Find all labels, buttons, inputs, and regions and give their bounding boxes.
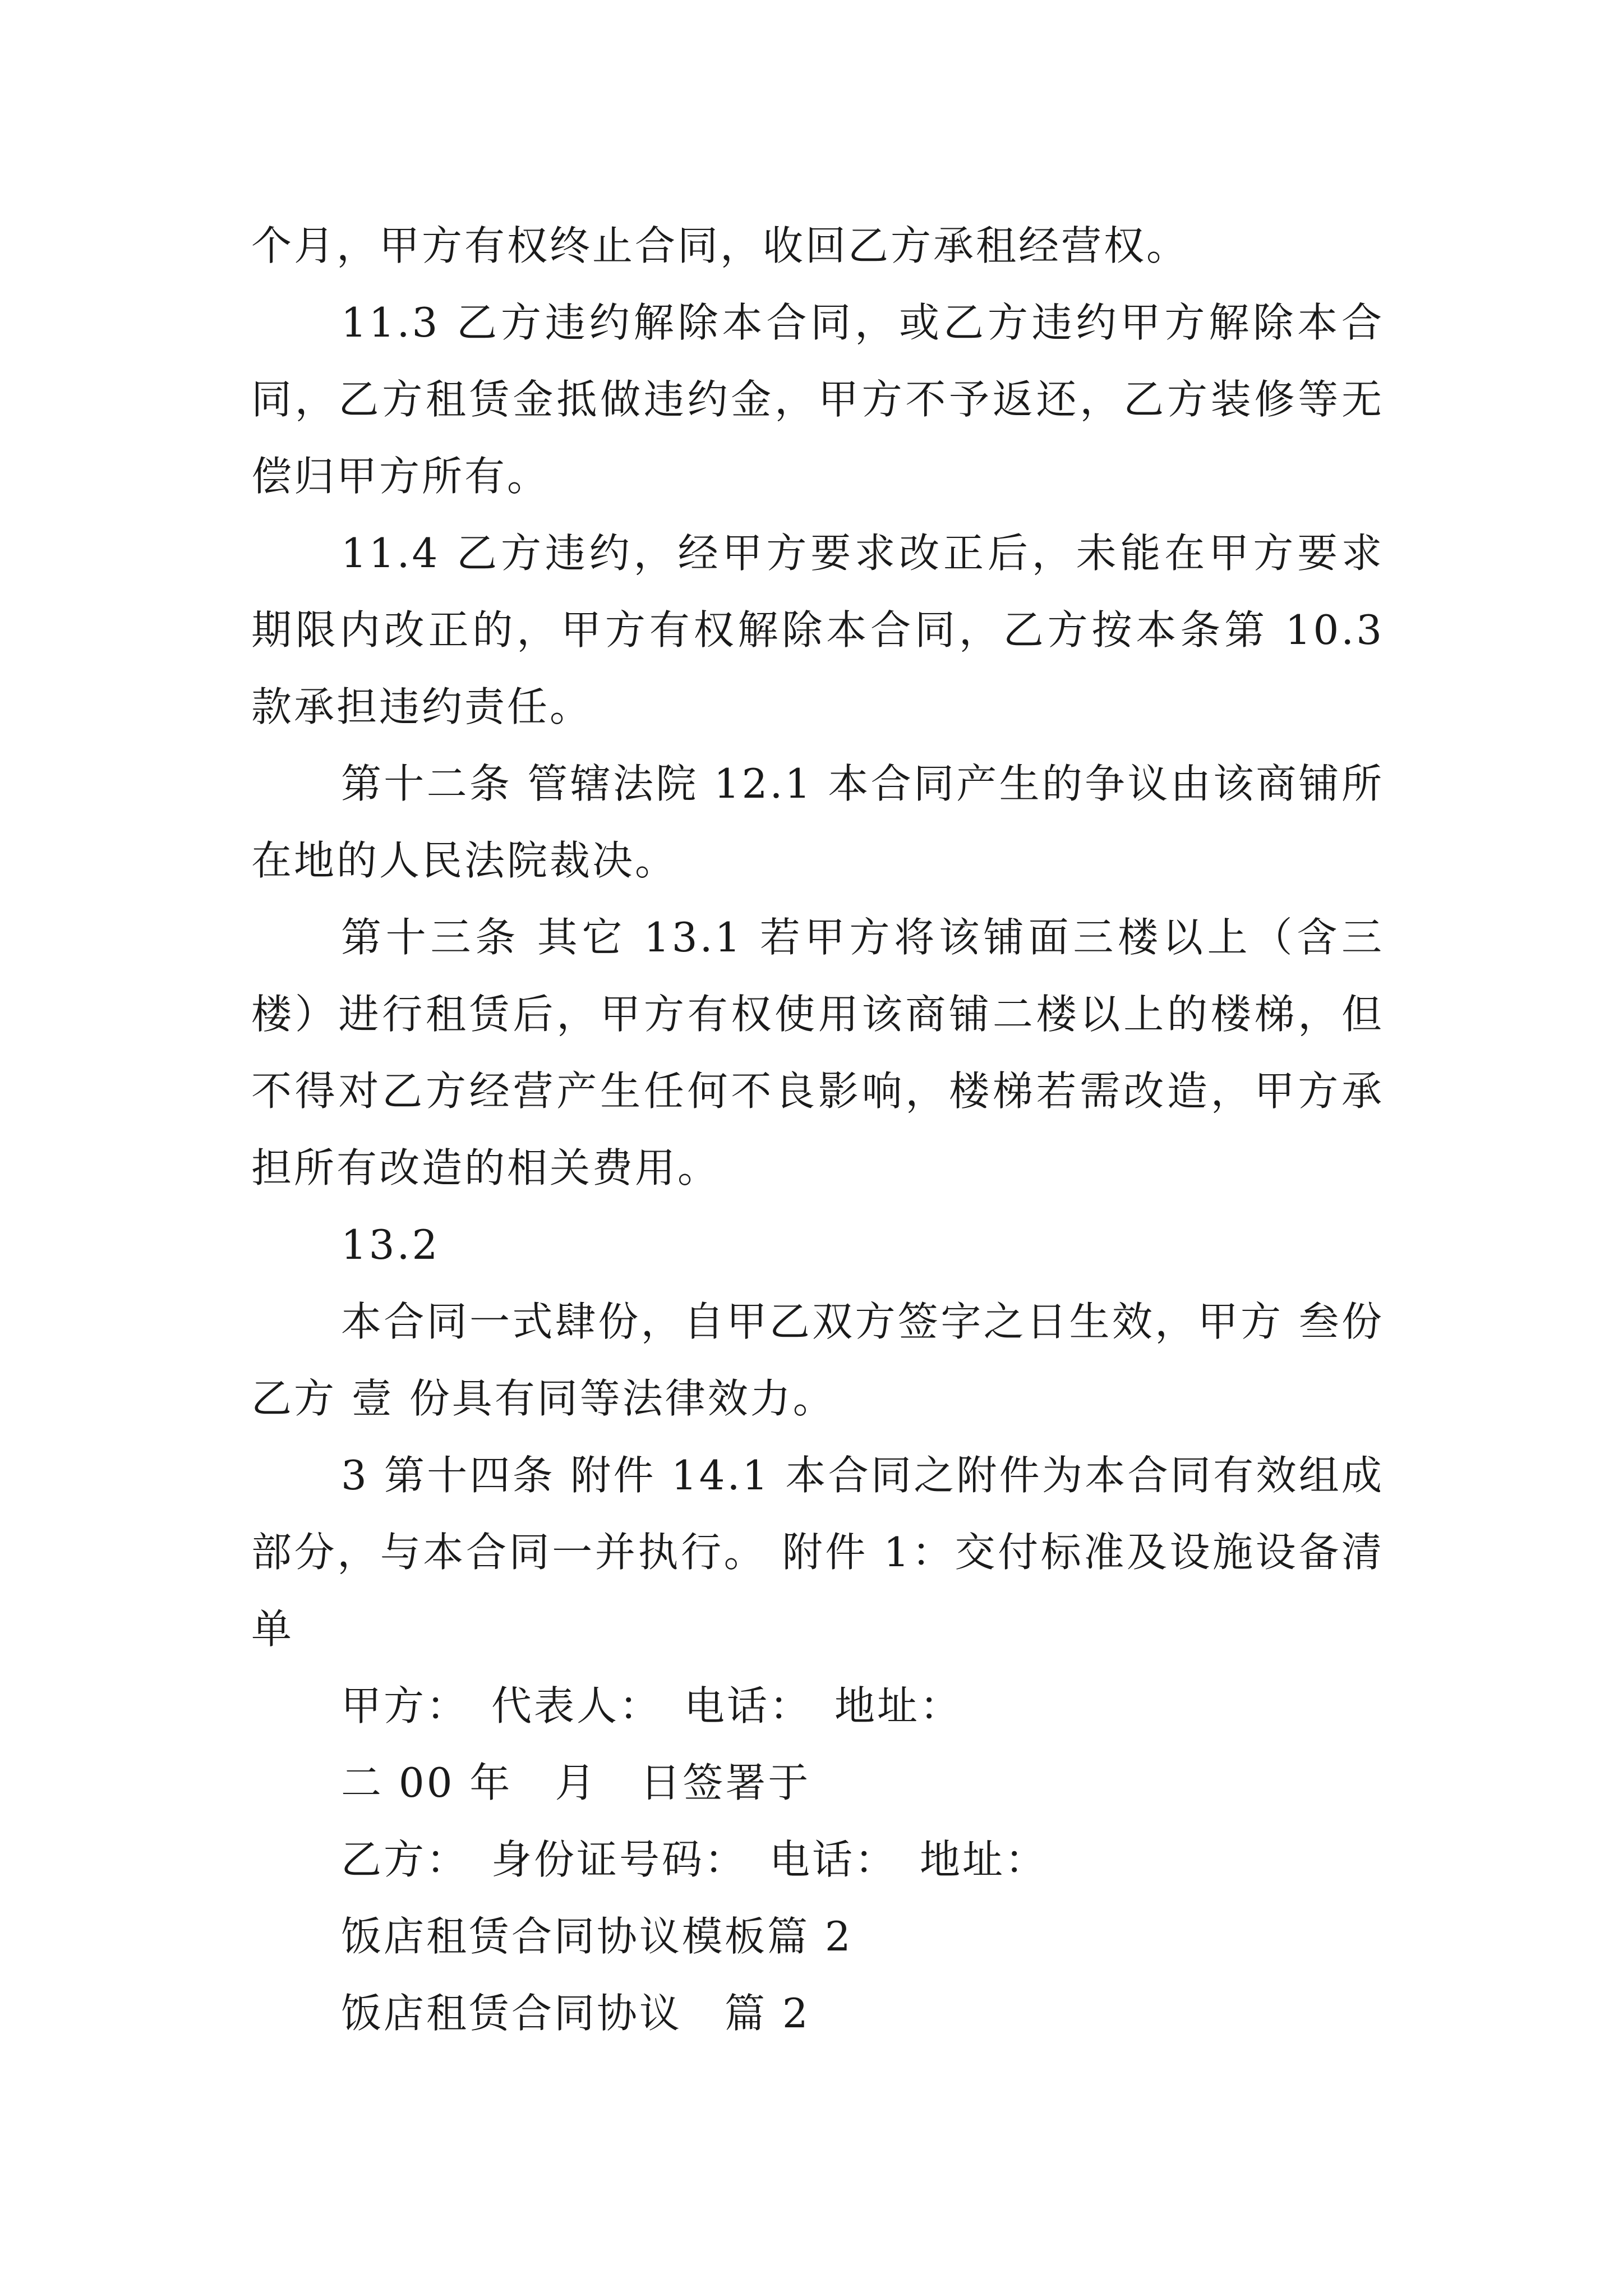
- paragraph-copies: 本合同一式肆份，自甲乙双方签字之日生效，甲方 叁份乙方 壹 份具有同等法律效力。: [251, 1298, 1384, 1422]
- paragraph-continuation: 个月，甲方有权终止合同，收回乙方承租经营权。: [251, 222, 1189, 269]
- signature-party-a: 甲方： 代表人： 电话： 地址：: [341, 1682, 963, 1729]
- paragraph-article-12: 第十二条 管辖法院 12.1 本合同产生的争议由该商铺所在地的人民法院裁决。: [251, 760, 1384, 884]
- paragraph-article-13: 第十三条 其它 13.1 若甲方将该铺面三楼以上（含三楼）进行租赁后，甲方有权使用该商铺二楼以上的楼梯，但不得对乙方经营产生任何不良影响，楼梯若需改造，甲方承担所有改造的相关费用。: [251, 914, 1384, 1191]
- section-heading-agreement-2: 饭店租赁合同协议 篇 2: [341, 1990, 810, 2037]
- paragraph-11-4: 11.4 乙方违约，经甲方要求改正后，未能在甲方要求期限内改正的，甲方有权解除本合同，乙方按本条第 10.3 款承担违约责任。: [251, 530, 1399, 730]
- paragraph-11-3: 11.3 乙方违约解除本合同，或乙方违约甲方解除本合同，乙方租赁金抵做违约金，甲方不予返还，乙方装修等无偿归甲方所有。: [251, 299, 1384, 500]
- paragraph-13-2: 13.2: [341, 1221, 440, 1268]
- document-body: [251, 208, 1399, 2052]
- paragraph-article-14: 3 第十四条 附件 14.1 本合同之附件为本合同有效组成部分，与本合同一并执行。 附件 1：交付标准及设施设备清单: [251, 1452, 1384, 1653]
- signature-party-b: 乙方： 身份证号码： 电话： 地址：: [341, 1836, 1048, 1883]
- section-heading-template-2: 饭店租赁合同协议模板篇 2: [341, 1913, 853, 1960]
- signature-date: 二 00 年 月 日签署于: [341, 1759, 811, 1806]
